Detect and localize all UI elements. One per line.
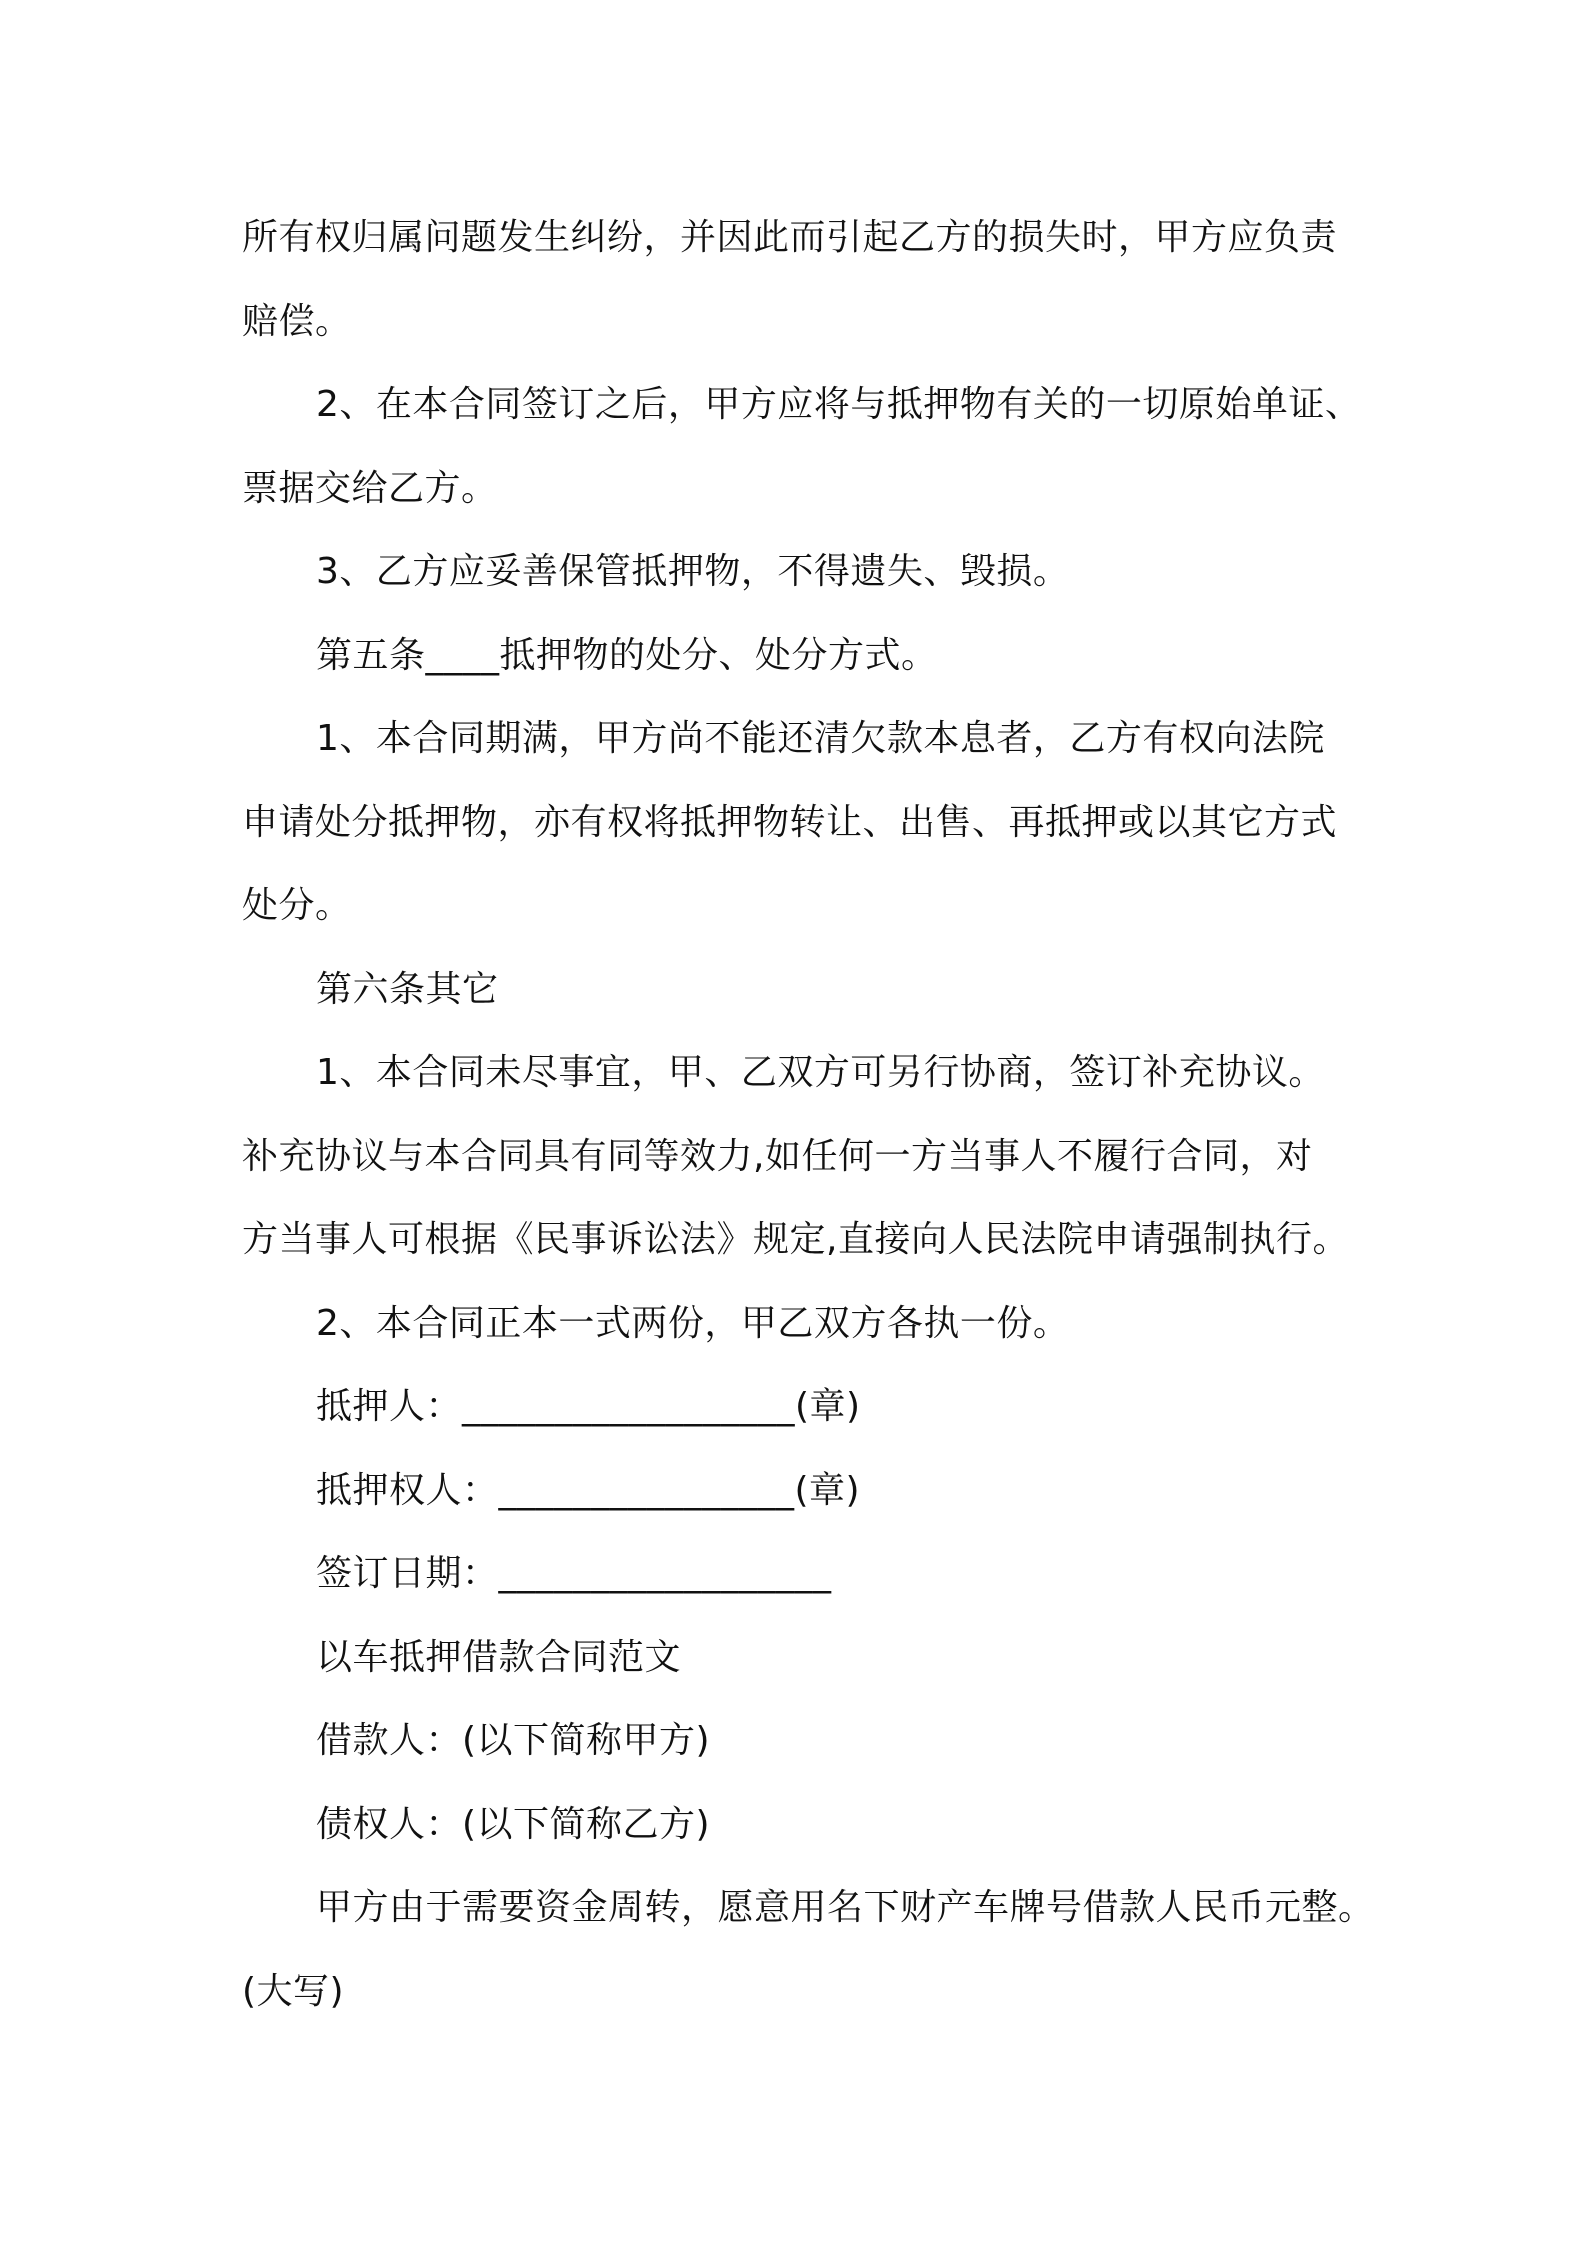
- text-line: 补充协议与本合同具有同等效力,如任何一方当事人不履行合同，对: [242, 1135, 1313, 1177]
- document-title: 以车抵押借款合同范文: [316, 1636, 682, 1678]
- signature-line-mortgagor: 抵押人：__________________(章): [316, 1386, 861, 1427]
- section-heading: 第六条其它: [316, 968, 499, 1010]
- text-line: 1、本合同期满，甲方尚不能还清欠款本息者，乙方有权向法院: [316, 718, 1325, 759]
- text-line: 2、在本合同签订之后，甲方应将与抵押物有关的一切原始单证、: [316, 384, 1362, 425]
- section-heading: 第五条____抵押物的处分、处分方式。: [316, 634, 938, 676]
- borrower-line: 借款人：(以下简称甲方): [316, 1720, 711, 1761]
- text-line: 3、乙方应妥善保管抵押物，不得遗失、毁损。: [316, 551, 1070, 592]
- creditor-line: 债权人：(以下简称乙方): [316, 1803, 711, 1845]
- text-line: 所有权归属问题发生纠纷，并因此而引起乙方的损失时，甲方应负责: [242, 217, 1338, 258]
- signing-date-line: 签订日期：__________________: [316, 1553, 832, 1594]
- text-line: 赔偿。: [242, 300, 352, 342]
- text-line: 申请处分抵押物，亦有权将抵押物转让、出售、再抵押或以其它方式: [242, 801, 1338, 843]
- text-line: 处分。: [242, 885, 352, 926]
- text-line: 1、本合同未尽事宜，甲、乙双方可另行协商，签订补充协议。: [316, 1052, 1325, 1093]
- document-body: [242, 196, 1375, 2033]
- text-line: (大写): [242, 1970, 345, 2012]
- text-line: 方当事人可根据《民事诉讼法》规定,直接向人民法院申请强制执行。: [242, 1219, 1349, 1260]
- text-line: 2、本合同正本一式两份，甲乙双方各执一份。: [316, 1302, 1070, 1344]
- text-line: 票据交给乙方。: [242, 467, 498, 509]
- text-line: 甲方由于需要资金周转，愿意用名下财产车牌号借款人民币元整。: [316, 1887, 1375, 1928]
- signature-line-mortgagee: 抵押权人：________________(章): [316, 1469, 861, 1511]
